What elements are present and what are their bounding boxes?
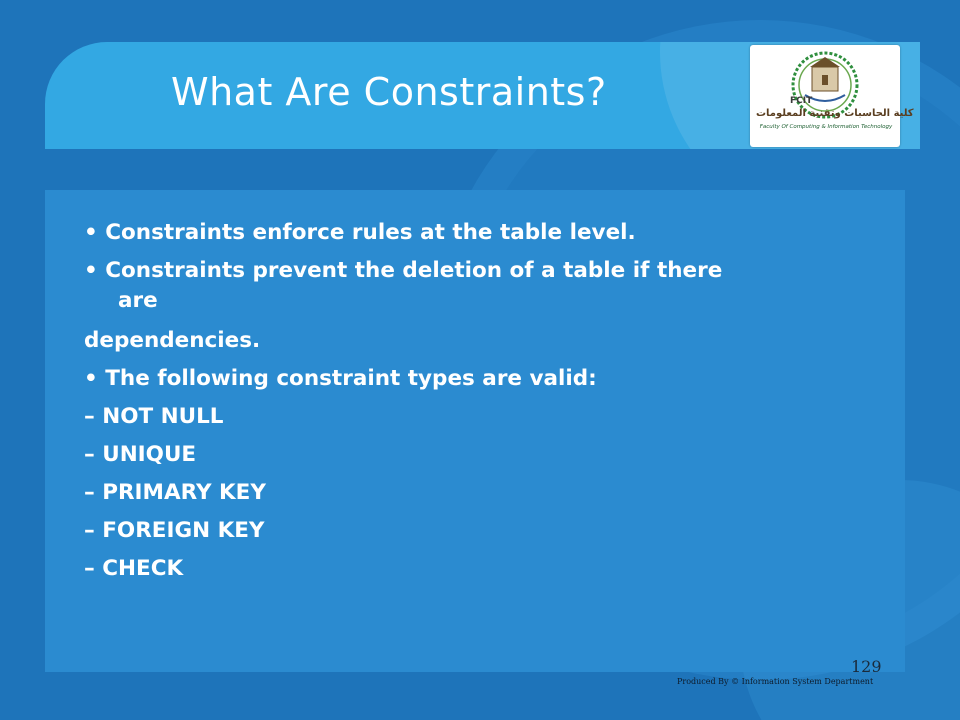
constraint-type-item: – CHECK xyxy=(84,556,184,581)
slide-title: What Are Constraints? xyxy=(171,70,607,114)
logo-abbr: FCIT xyxy=(790,96,813,106)
constraint-type-item: – PRIMARY KEY xyxy=(84,480,266,505)
constraint-type-item: – UNIQUE xyxy=(84,442,197,467)
logo-arabic-name: كلية الحاسبات وتقنية المعلومات xyxy=(756,108,914,119)
footer-credit: Produced By © Information System Department xyxy=(677,677,874,686)
fcit-logo xyxy=(750,45,914,147)
bullet-item-continuation: are xyxy=(118,288,158,313)
bullet-item: • Constraints prevent the deletion of a table if there xyxy=(84,258,723,283)
logo-english-name: Faculty Of Computing & Information Technology xyxy=(759,124,893,130)
fcit-emblem-icon xyxy=(750,45,914,147)
page-number: 129 xyxy=(851,657,882,676)
constraint-type-item: – NOT NULL xyxy=(84,404,224,429)
bullet-item: • Constraints enforce rules at the table level. xyxy=(84,220,636,245)
constraint-type-item: – FOREIGN KEY xyxy=(84,518,265,543)
bullet-item: • The following constraint types are valid: xyxy=(84,366,597,391)
bullet-item-continuation: dependencies. xyxy=(84,328,261,353)
